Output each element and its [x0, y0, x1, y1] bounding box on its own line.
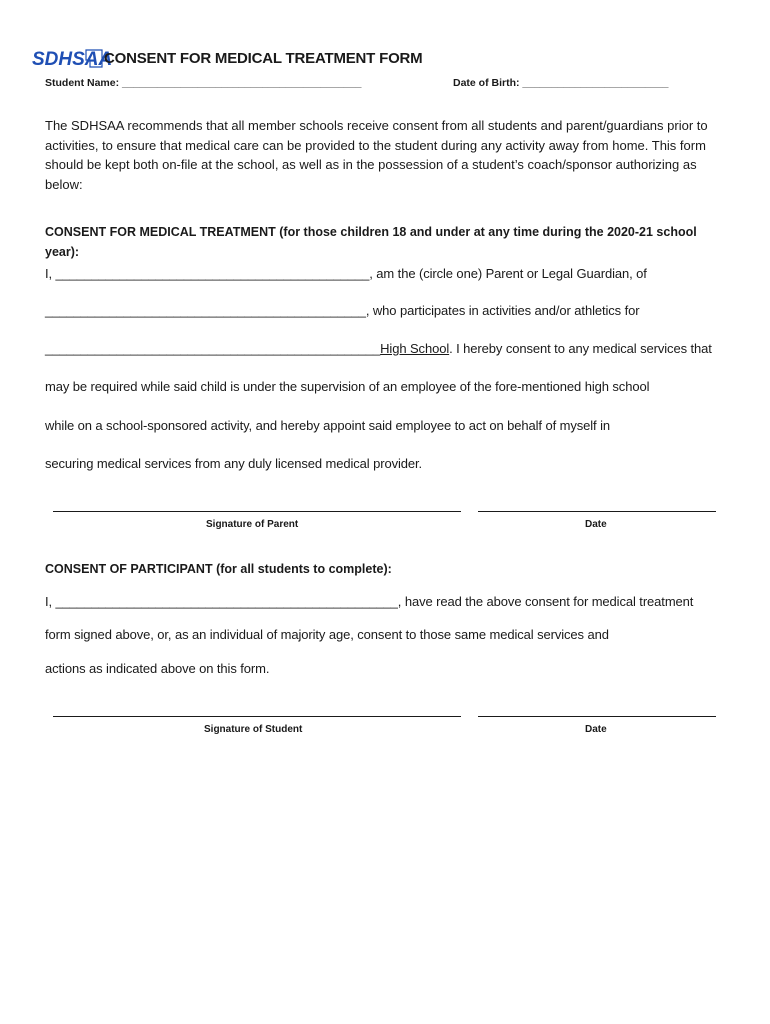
medical-consent-heading: CONSENT FOR MEDICAL TREATMENT (for those children 18 and under at any time during the 2020-21 school year):: [45, 225, 697, 259]
student-date-line[interactable]: [478, 716, 716, 717]
school-name-blank[interactable]: _______________________________________________: [45, 341, 381, 356]
parent-signature-line[interactable]: [53, 511, 461, 512]
parent-date-line[interactable]: [478, 511, 716, 512]
participant-statement-line: [45, 594, 693, 609]
school-suffix: . I hereby consent to any medical services that: [449, 341, 712, 356]
student-signature-line[interactable]: [53, 716, 461, 717]
parent-statement-line: [45, 266, 647, 281]
participant-text-line-3: actions as indicated above on this form.: [45, 661, 270, 676]
participant-name-blank[interactable]: ________________________________________________: [55, 594, 398, 609]
consent-text-line-6: securing medical services from any duly licensed medical provider.: [45, 456, 423, 471]
participant-prefix: I,: [45, 594, 56, 609]
logo-text: SDHSAA: [32, 49, 113, 70]
participant-suffix: , have read the above consent for medical treatment: [397, 594, 694, 609]
consent-text-line-4: may be required while said child is under the supervision of an employee of the fore-mentioned high school: [45, 379, 650, 394]
form-title: CONSENT FOR MEDICAL TREATMENT FORM: [104, 50, 423, 67]
student-date-caption: Date: [585, 724, 607, 735]
student-signature-caption: Signature of Student: [204, 724, 303, 735]
participant-consent-heading: CONSENT OF PARTICIPANT (for all students to complete):: [45, 562, 392, 576]
intro-paragraph: The SDHSAA recommends that all member schools receive consent from all students and parent/guardians prior to activities, to ensure that medical care can be provided to the student during any activity away from home. This form should be kept both on-file at the school, as well as in the possession of a student’s coach/sponsor authorizing as below:: [45, 118, 708, 192]
child-suffix: , who participates in activities and/or athletics for: [365, 303, 640, 318]
consent-text-line-5: while on a school-sponsored activity, and hereby appoint said employee to act on behalf of myself in: [45, 418, 610, 433]
child-name-blank[interactable]: _____________________________________________: [45, 303, 366, 318]
participant-text-line-2: form signed above, or, as an individual of majority age, consent to those same medical services and: [45, 627, 609, 642]
date-of-birth-field[interactable]: Date of Birth: _________________________: [453, 77, 669, 89]
parent-signature-caption: Signature of Parent: [206, 519, 299, 530]
high-school-label: High School: [380, 341, 450, 356]
parent-name-blank[interactable]: ____________________________________________: [55, 266, 370, 281]
student-name-field[interactable]: Student Name: _________________________________________: [45, 77, 362, 89]
sdhsaa-logo: [30, 47, 113, 70]
child-statement-line: [45, 303, 639, 318]
parent-prefix: I,: [45, 266, 56, 281]
parent-suffix: , am the (circle one) Parent or Legal Guardian, of: [369, 266, 647, 281]
school-statement-line: [45, 341, 712, 356]
parent-date-caption: Date: [585, 519, 607, 530]
